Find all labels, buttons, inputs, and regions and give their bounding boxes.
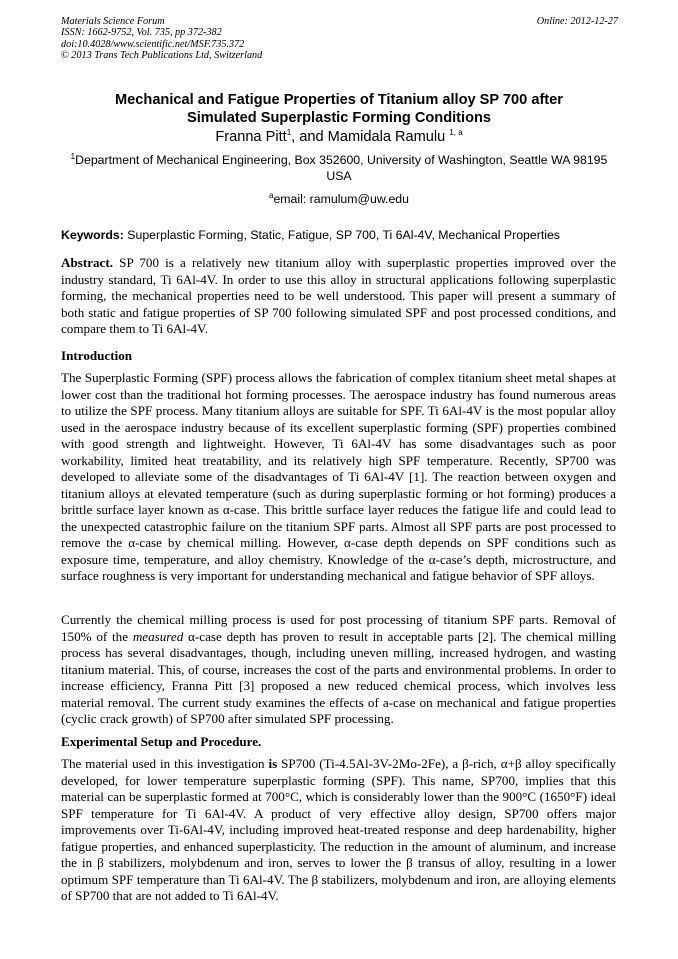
- affiliation-mark: 1: [70, 151, 76, 161]
- author-2-affil-mark: 1, a: [449, 128, 463, 138]
- publication-header: [61, 16, 262, 61]
- introduction-paragraph-1: The Superplastic Forming (SPF) process allows the fabrication of complex titanium sheet metal shapes at lower cost than the traditional hot forming processes. The aerospace industry has found numerous areas to utilize the SPF process. Many titanium alloys are suitable for SPF. Ti 6Al-4V is the most popular alloy used in the aerospace industry because of its excellent superplastic forming (SPF) properties combined with good strength and lightweight. However, Ti 6Al-4V has some disadvantages such as poor workability, limited heat treatability, and its relatively high SPF temperature. Recently, SP700 was developed to alleviate some of the disadvantages of Ti 6Al-4V [1]. The reaction between oxygen and titanium alloys at elevated temperature (such as during superplastic forming or hot forming) produces a brittle surface layer known as α-case. This brittle surface layer reduces the fatigue life and could lead to the unexpected catastrophic failure on the titanium SPF parts. Almost all SPF parts are post processed to remove the α-case by chemical milling. However, α-case depth depends on SPF conditions such as exposure time, temperature, and alloy chemistry. Knowledge of the α-case’s depth, microstructure, and surface roughness is very important for understanding mechanical and fatigue behavior of SPF alloys.: [61, 370, 616, 583]
- introduction-paragraph-2: [61, 612, 616, 728]
- intro-p2-part-b: α-case depth has proven to result in acceptable parts [2]. The chemical milling process has several disadvantages, though, including uneven milling, increased hydrogen, and wasting titanium material. This, of course, increases the cost of the parts and environmental problems. In order to increase efficiency, Franna Pitt [3] proposed a new reduced chemical process, which involves less material removal. The current study examines the effects of a-case on mechanical and fatigue properties (cyclic crack growth) of SP700 after simulated SPF processing.: [61, 628, 616, 726]
- abstract-text: SP 700 is a relatively new titanium alloy with superplastic properties improved over the industry standard, Ti 6Al-4V. In order to use this alloy in structural applications following superplastic forming, the mechanical properties need to be well understood. This paper will present a summary of both static and fatigue properties of SP 700 following simulated SPF and post processed conditions, and compare them to Ti 6Al-4V.: [61, 255, 617, 336]
- affiliation: [61, 153, 617, 184]
- exp-part-a: The material used in this investigation: [61, 756, 269, 771]
- experimental-paragraph: [61, 756, 616, 905]
- email-line: [61, 192, 617, 207]
- introduction-heading: Introduction: [61, 348, 133, 363]
- keywords-label: Keywords:: [61, 228, 124, 242]
- abstract: [61, 255, 616, 338]
- issn-line: ISSN: 1662-9752, Vol. 735, pp 372-382: [61, 27, 222, 39]
- author-1-affil-mark: 1: [286, 128, 292, 138]
- author-connector: , and Mamidala Ramulu: [291, 129, 446, 145]
- author-1: Franna Pitt: [215, 129, 287, 145]
- doi-line: doi:10.4028/www.scientific.net/MSF.735.372: [61, 38, 245, 50]
- copyright-line: © 2013 Trans Tech Publications Ltd, Switzerland: [61, 49, 263, 61]
- exp-bold-word: is: [268, 756, 278, 771]
- online-date: Online: 2012-12-27: [536, 16, 618, 27]
- experimental-heading: Experimental Setup and Procedure.: [61, 734, 262, 749]
- exp-part-b: SP700 (Ti-4.5Al-3V-2Mo-2Fe), a β-rich, α+β alloy specifically developed, for lower temperature superplastic forming (SPF). This name, SP700, implies that this material can be superplastic formed at 700°C, which is considerably lower than the 900°C (1650°F) ideal SPF temperature for Ti 6Al-4V. A product of very effective alloy design, SP700 offers major improvements over Ti-6Al-4V, including improved heat-treated response and deep hardenability, higher fatigue properties, and enhanced superplasticity. The reduction in the amount of aluminum, and increase the in β stabilizers, molybdenum and iron, serves to lower the β transus of alloy, resulting in a lower optimum SPF temperature than Ti 6Al-4V. The β stabilizers, molybdenum and iron, are alloying elements of SP700 that are not added to Ti 6Al-4V.: [61, 756, 616, 903]
- intro-p2-part-a: Currently the chemical milling process is used for post processing of titanium SPF parts. Removal of 150% of the: [61, 612, 616, 644]
- keywords: [61, 228, 621, 243]
- abstract-label: Abstract.: [61, 255, 113, 270]
- title-line-2: Simulated Superplastic Forming Conditions: [186, 110, 492, 126]
- email-text: email: ramulum@uw.edu: [273, 192, 409, 206]
- title-line-1: Mechanical and Fatigue Properties of Titanium alloy SP 700 after: [115, 92, 563, 108]
- affiliation-text: Department of Mechanical Engineering, Box 352600, University of Washington, Seattle WA 98195 USA: [75, 153, 608, 183]
- email-mark: a: [269, 190, 274, 200]
- journal-name: Materials Science Forum: [61, 16, 165, 27]
- intro-p2-emphasis: measured: [132, 628, 184, 644]
- keywords-text: Superplastic Forming, Static, Fatigue, SP 700, Ti 6Al-4V, Mechanical Properties: [127, 228, 560, 242]
- paper-title: [61, 91, 617, 127]
- author-line: [61, 128, 617, 146]
